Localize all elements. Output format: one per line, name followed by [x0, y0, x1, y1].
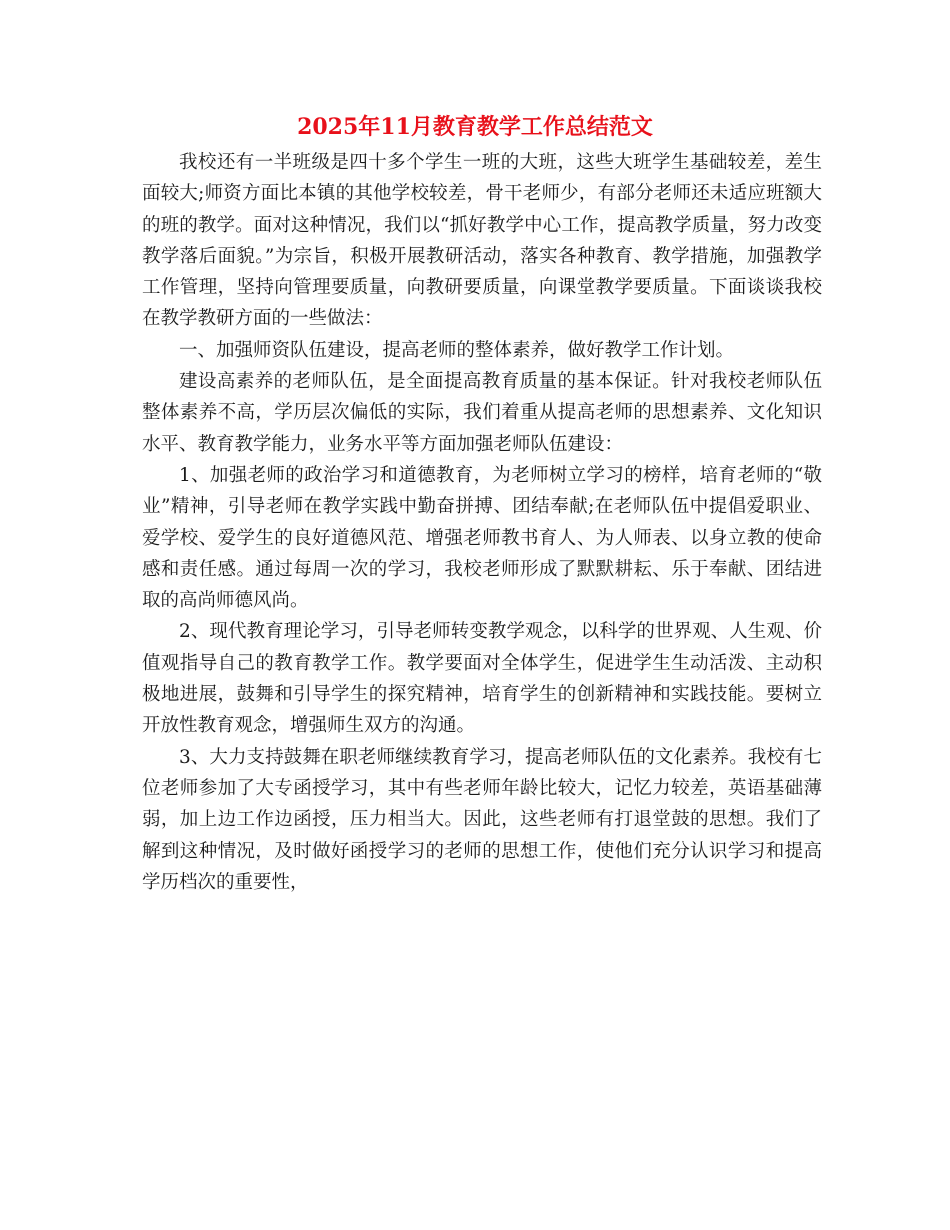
paragraph-teacher-team: 建设高素养的老师队伍，是全面提高教育质量的基本保证。针对我校老师队伍整体素养不高，学历层次偏低的实际，我们着重从提高老师的思想素养、文化知识水平、教育教学能力，业务水平等方面加强老师队伍建设： — [142, 371, 822, 455]
document-body — [142, 147, 822, 898]
paragraph-item-3: 3、大力支持鼓舞在职老师继续教育学习，提高老师队伍的文化素养。我校有七位老师参加了大专函授学习，其中有些老师年龄比较大，记忆力较差，英语基础薄弱，加上边工作边函授，压力相当大。因此，这些老师有打退堂鼓的思想。我们了解到这种情况，及时做好函授学习的老师的思想工作，使他们充分认识学习和提高学历档次的重要性， — [142, 746, 822, 893]
paragraph-intro: 我校还有一半班级是四十多个学生一班的大班，这些大班学生基础较差，差生面较大;师资方面比本镇的其他学校较差，骨干老师少，有部分老师还未适应班额大的班的教学。面对这种情况，我们以“抓好教学中心工作，提高教学质量，努力改变教学落后面貌。”为宗旨，积极开展教研活动，落实各种教育、教学措施，加强教学工作管理，坚持向管理要质量，向教研要质量，向课堂教学要质量。下面谈谈我校在教学教研方面的一些做法： — [142, 152, 822, 330]
document-title: 2025年11月教育教学工作总结范文 — [297, 114, 653, 140]
paragraph-section-heading-1: 一、加强师资队伍建设，提高老师的整体素养，做好教学工作计划。 — [179, 339, 735, 361]
paragraph-item-2: 2、现代教育理论学习，引导老师转变教学观念，以科学的世界观、人生观、价值观指导自己的教育教学工作。教学要面对全体学生，促进学生生动活泼、主动积极地进展，鼓舞和引导学生的探究精神，培育学生的创新精神和实践技能。要树立开放性教育观念，增强师生双方的沟通。 — [142, 621, 822, 737]
paragraph-item-1: 1、加强老师的政治学习和道德教育，为老师树立学习的榜样，培育老师的“敬业”精神，引导老师在教学实践中勤奋拼搏、团结奉献;在老师队伍中提倡爱职业、爱学校、爱学生的良好道德风范、增强老师教书育人、为人师表、以身立教的使命感和责任感。通过每周一次的学习，我校老师形成了默默耕耘、乐于奉献、团结进取的高尚师德风尚。 — [142, 464, 822, 612]
